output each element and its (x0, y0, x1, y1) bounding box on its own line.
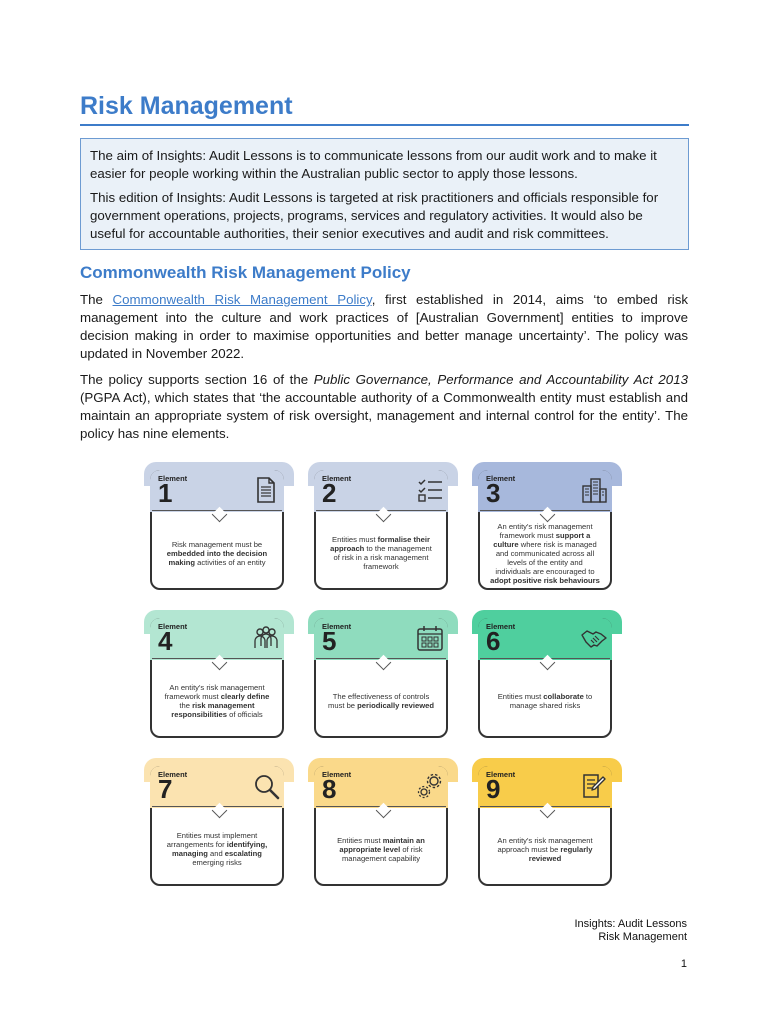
description-text: Entities must (497, 692, 544, 701)
footer-topic: Risk Management (598, 931, 687, 943)
pgpa-paragraph-suffix: (PGPA Act), which states that ‘the accountable authority of a Commonwealth entity must establish and maintain an appropriate system of risk oversight, management and internal control for the entity’. The policy has nine elements. (80, 390, 688, 441)
element-label: Element (486, 770, 516, 779)
element-description-text (162, 683, 272, 719)
description-emphasis: clearly define (220, 692, 270, 701)
description-text: to manage shared risks (509, 692, 593, 710)
element-label: Element (486, 622, 516, 631)
title-rule (80, 124, 689, 126)
description-text: to the management of risk in a risk management framework (333, 544, 432, 571)
description-text: Entities must (337, 835, 383, 845)
pgpa-paragraph-prefix: The policy supports section 16 of the (80, 372, 314, 387)
description-text: and (207, 849, 225, 858)
element-number: 1 (158, 478, 173, 508)
section-heading: Commonwealth Risk Management Policy (80, 263, 411, 282)
elements-infographic (144, 462, 632, 902)
page-title: Risk Management (80, 92, 293, 120)
element-description-text (162, 540, 272, 567)
element-description (326, 816, 436, 882)
element-description (162, 668, 272, 734)
intro-box (80, 138, 689, 250)
policy-paragraph-prefix: The (80, 292, 113, 307)
intro-paragraph-2: This edition of Insights: Audit Lessons is targeted at risk practitioners and officials responsible for government operations, projects, programs, services and regulatory activities. It would also be useful for accountable authorities, their senior executives and audit and risk committees. (90, 190, 659, 241)
element-label: Element (322, 622, 352, 631)
element-description (162, 520, 272, 586)
intro-paragraph-1: The aim of Insights: Audit Lessons is to communicate lessons from our audit work and to make it easier for people working within the Australian public sector to apply those lessons. (90, 148, 657, 181)
element-description-text (326, 535, 436, 571)
description-text: the (179, 701, 193, 710)
checklist-icon (416, 476, 444, 504)
description-emphasis: regularly reviewed (528, 844, 593, 863)
element-number: 4 (158, 626, 173, 656)
policy-link[interactable]: Commonwealth Risk Management Policy (112, 292, 372, 307)
element-card-5 (308, 610, 458, 746)
description-emphasis: maintain an appropriate level (339, 835, 425, 854)
description-emphasis: adopt positive risk behaviours (490, 575, 600, 585)
element-label: Element (158, 770, 188, 779)
element-card-4 (144, 610, 294, 746)
element-number: 8 (322, 774, 337, 804)
description-text: An entity's risk management approach must be (497, 835, 593, 854)
edit-document-icon (580, 772, 608, 800)
description-text: emerging risks (192, 858, 242, 867)
element-label: Element (158, 474, 188, 483)
element-description (490, 816, 600, 882)
element-label: Element (486, 474, 516, 483)
element-description-text (490, 692, 600, 710)
element-description-text (326, 692, 436, 710)
element-card-2 (308, 462, 458, 598)
description-text: Risk management must be (171, 539, 263, 549)
element-card-8 (308, 758, 458, 894)
element-description-text (162, 831, 272, 867)
gears-icon (416, 772, 444, 800)
people-icon (252, 624, 280, 652)
element-label: Element (322, 770, 352, 779)
policy-paragraph (80, 291, 688, 363)
pgpa-paragraph (80, 371, 688, 443)
element-description (490, 668, 600, 734)
element-number: 2 (322, 478, 337, 508)
description-text: The effectiveness of controls must be (328, 692, 430, 710)
element-card-9 (472, 758, 622, 894)
description-text: where risk is managed and communicated across all levels of the entity and individuals are encouraged to (495, 539, 597, 576)
element-card-6 (472, 610, 622, 746)
document-icon (252, 476, 280, 504)
description-emphasis: formalise their approach (330, 535, 430, 553)
description-emphasis: collaborate (543, 692, 584, 701)
element-number: 3 (486, 478, 501, 508)
description-text: of risk management capability (341, 844, 423, 863)
calendar-icon (416, 624, 444, 652)
description-text: of officials (226, 710, 263, 719)
element-number: 9 (486, 774, 501, 804)
description-text: Entities must (332, 535, 378, 544)
element-number: 6 (486, 626, 501, 656)
footer-publication: Insights: Audit Lessons (574, 918, 687, 930)
policy-paragraph-suffix: , first established in 2014, aims ‘to embed risk management into the culture and work practices of [Australian Government] entities to improve decision making in order to maximise opportunities and better manage uncertainty’. The policy was updated in November 2022. (80, 292, 689, 361)
element-description-text (326, 836, 436, 863)
element-card-1 (144, 462, 294, 598)
magnifier-icon (252, 772, 280, 800)
act-name: Public Governance, Performance and Accountability Act 2013 (313, 372, 688, 387)
element-description (490, 520, 600, 586)
description-emphasis: escalating (224, 849, 262, 858)
element-card-7 (144, 758, 294, 894)
footer (574, 918, 687, 944)
element-description-text (490, 522, 600, 585)
element-number: 5 (322, 626, 337, 656)
description-emphasis: embedded into the decision making (166, 548, 268, 567)
description-text: An entity's risk management framework must (164, 683, 265, 701)
element-label: Element (158, 622, 188, 631)
element-number: 7 (158, 774, 173, 804)
description-emphasis: risk management responsibilities (171, 701, 255, 719)
description-text: activities of an entity (195, 557, 266, 567)
description-emphasis: periodically reviewed (357, 701, 434, 710)
description-emphasis: identifying, managing (172, 840, 268, 858)
element-description (162, 816, 272, 882)
description-emphasis: support a culture (493, 530, 591, 549)
element-label: Element (322, 474, 352, 483)
element-description (326, 668, 436, 734)
element-description-text (490, 836, 600, 863)
buildings-icon (580, 476, 608, 504)
page-number: 1 (680, 958, 687, 970)
handshake-icon (580, 624, 608, 652)
description-text: An entity's risk management framework must (497, 521, 593, 540)
description-text: Entities must implement arrangements for (166, 831, 258, 849)
element-description (326, 520, 436, 586)
element-card-3 (472, 462, 622, 598)
